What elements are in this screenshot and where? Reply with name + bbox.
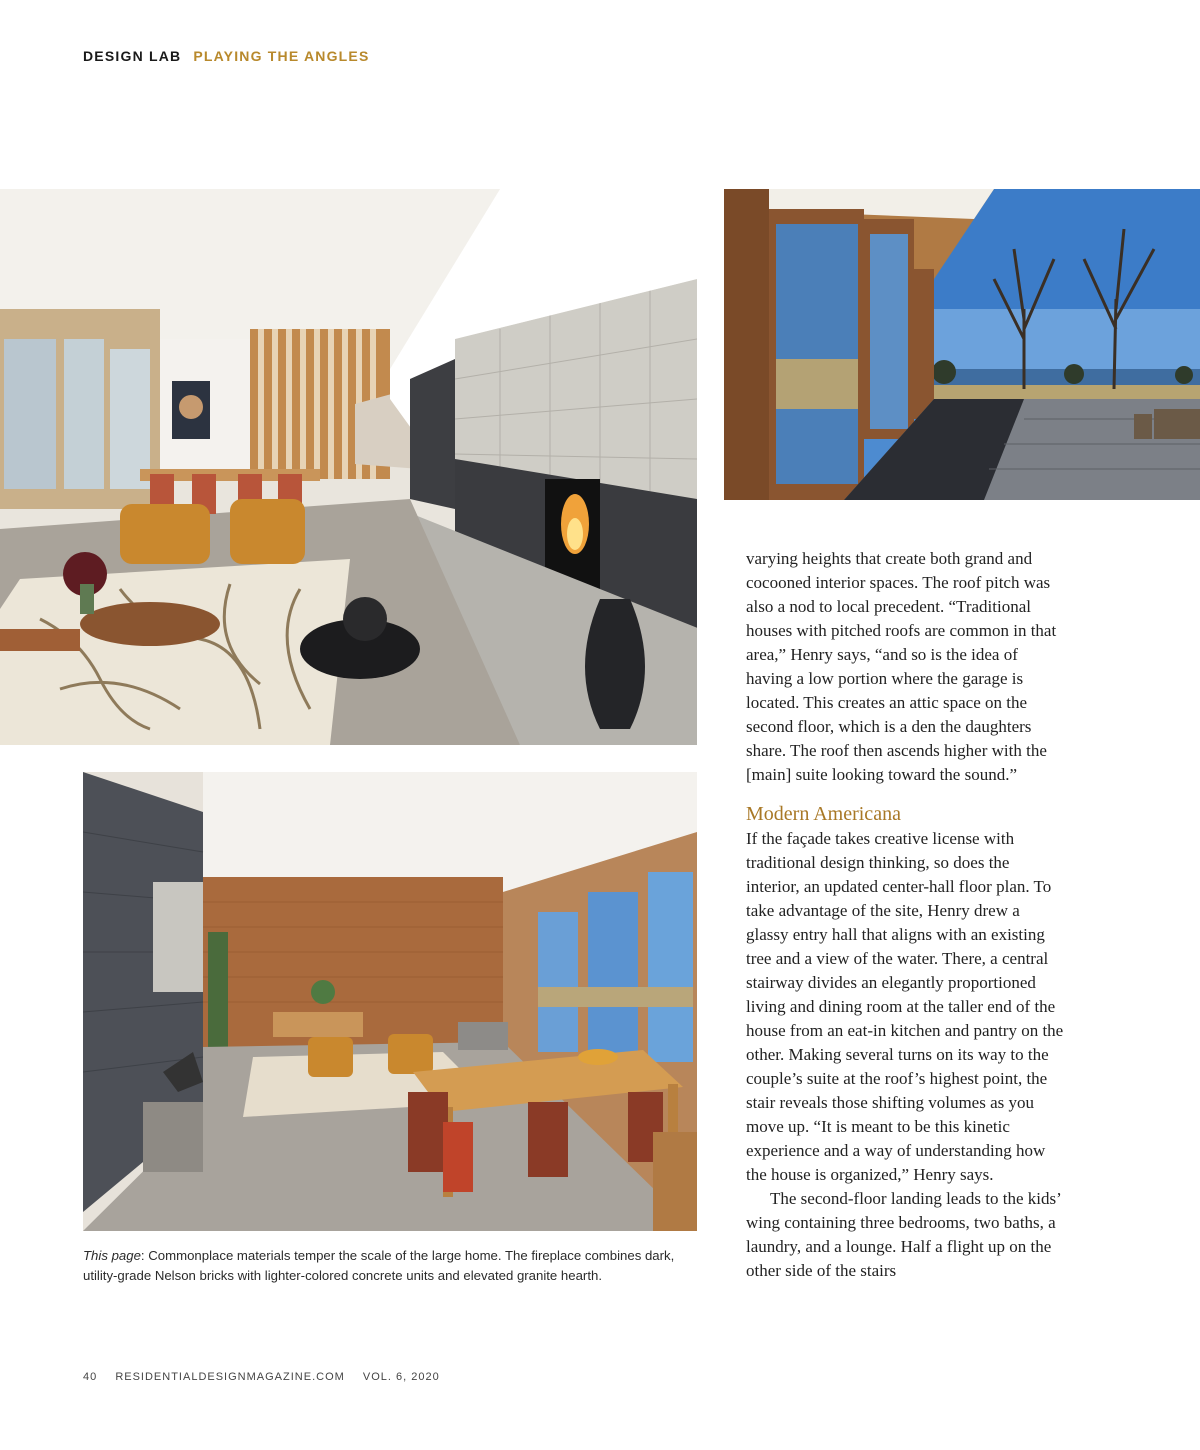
article-paragraph-3: The second-floor landing leads to the kids’ wing containing three bedrooms, two baths, a laundry, and a lounge. Half a flight up on the other side of the stairs: [746, 1189, 1061, 1280]
living-room-illustration: [0, 189, 697, 745]
photo-caption: [83, 1246, 693, 1285]
website-link[interactable]: RESIDENTIALDESIGNMAGAZINE.COM: [115, 1371, 345, 1383]
living-room-photo: [0, 189, 697, 745]
article-paragraph-2: If the façade takes creative license with traditional design thinking, so does the interior, an updated center-hall floor plan. To take advantage of the site, Henry drew a glassy entry hall that aligns with an existing tree and a view of the water. There, a central stairway divides an elegantly proportioned living and dining room at the taller end of the house from an eat-in kitchen and pantry on the other. Making several turns on its way to the couple’s suite at the roof’s highest point, the stair reveals those shifting volumes as you move up. “It is meant to be this kinetic experience and a way of understanding how the house is organized,” Henry says.: [746, 829, 1064, 1184]
terrace-photo: [724, 189, 1200, 500]
page-footer: [83, 1371, 454, 1383]
caption-text: : Commonplace materials temper the scale of the large home. The fireplace combines dark, utility-grade Nelson bricks with lighter-colored concrete units and elevated granite hearth.: [83, 1248, 675, 1283]
section-label: DESIGN LAB: [83, 48, 182, 64]
running-header: [83, 48, 369, 64]
dining-room-photo: [83, 772, 697, 1231]
issue-label: VOL. 6, 2020: [362, 1371, 440, 1383]
article-column: [746, 547, 1066, 1283]
terrace-illustration: [724, 189, 1200, 500]
page-number: 40: [83, 1371, 98, 1383]
caption-lead: This page: [83, 1248, 141, 1263]
article-subhead: Modern Americana: [746, 803, 901, 825]
story-title: PLAYING THE ANGLES: [193, 48, 370, 64]
dining-room-illustration: [83, 772, 697, 1231]
article-paragraph-1: varying heights that create both grand and cocooned interior spaces. The roof pitch was also a nod to local precedent. “Traditional houses with pitched roofs are common in that area,” Henry says, “and so is the idea of having a low portion where the garage is located. This creates an attic space on the second floor, which is a den the daughters share. The roof then ascends higher with the [main] suite looking toward the sound.”: [746, 549, 1057, 784]
